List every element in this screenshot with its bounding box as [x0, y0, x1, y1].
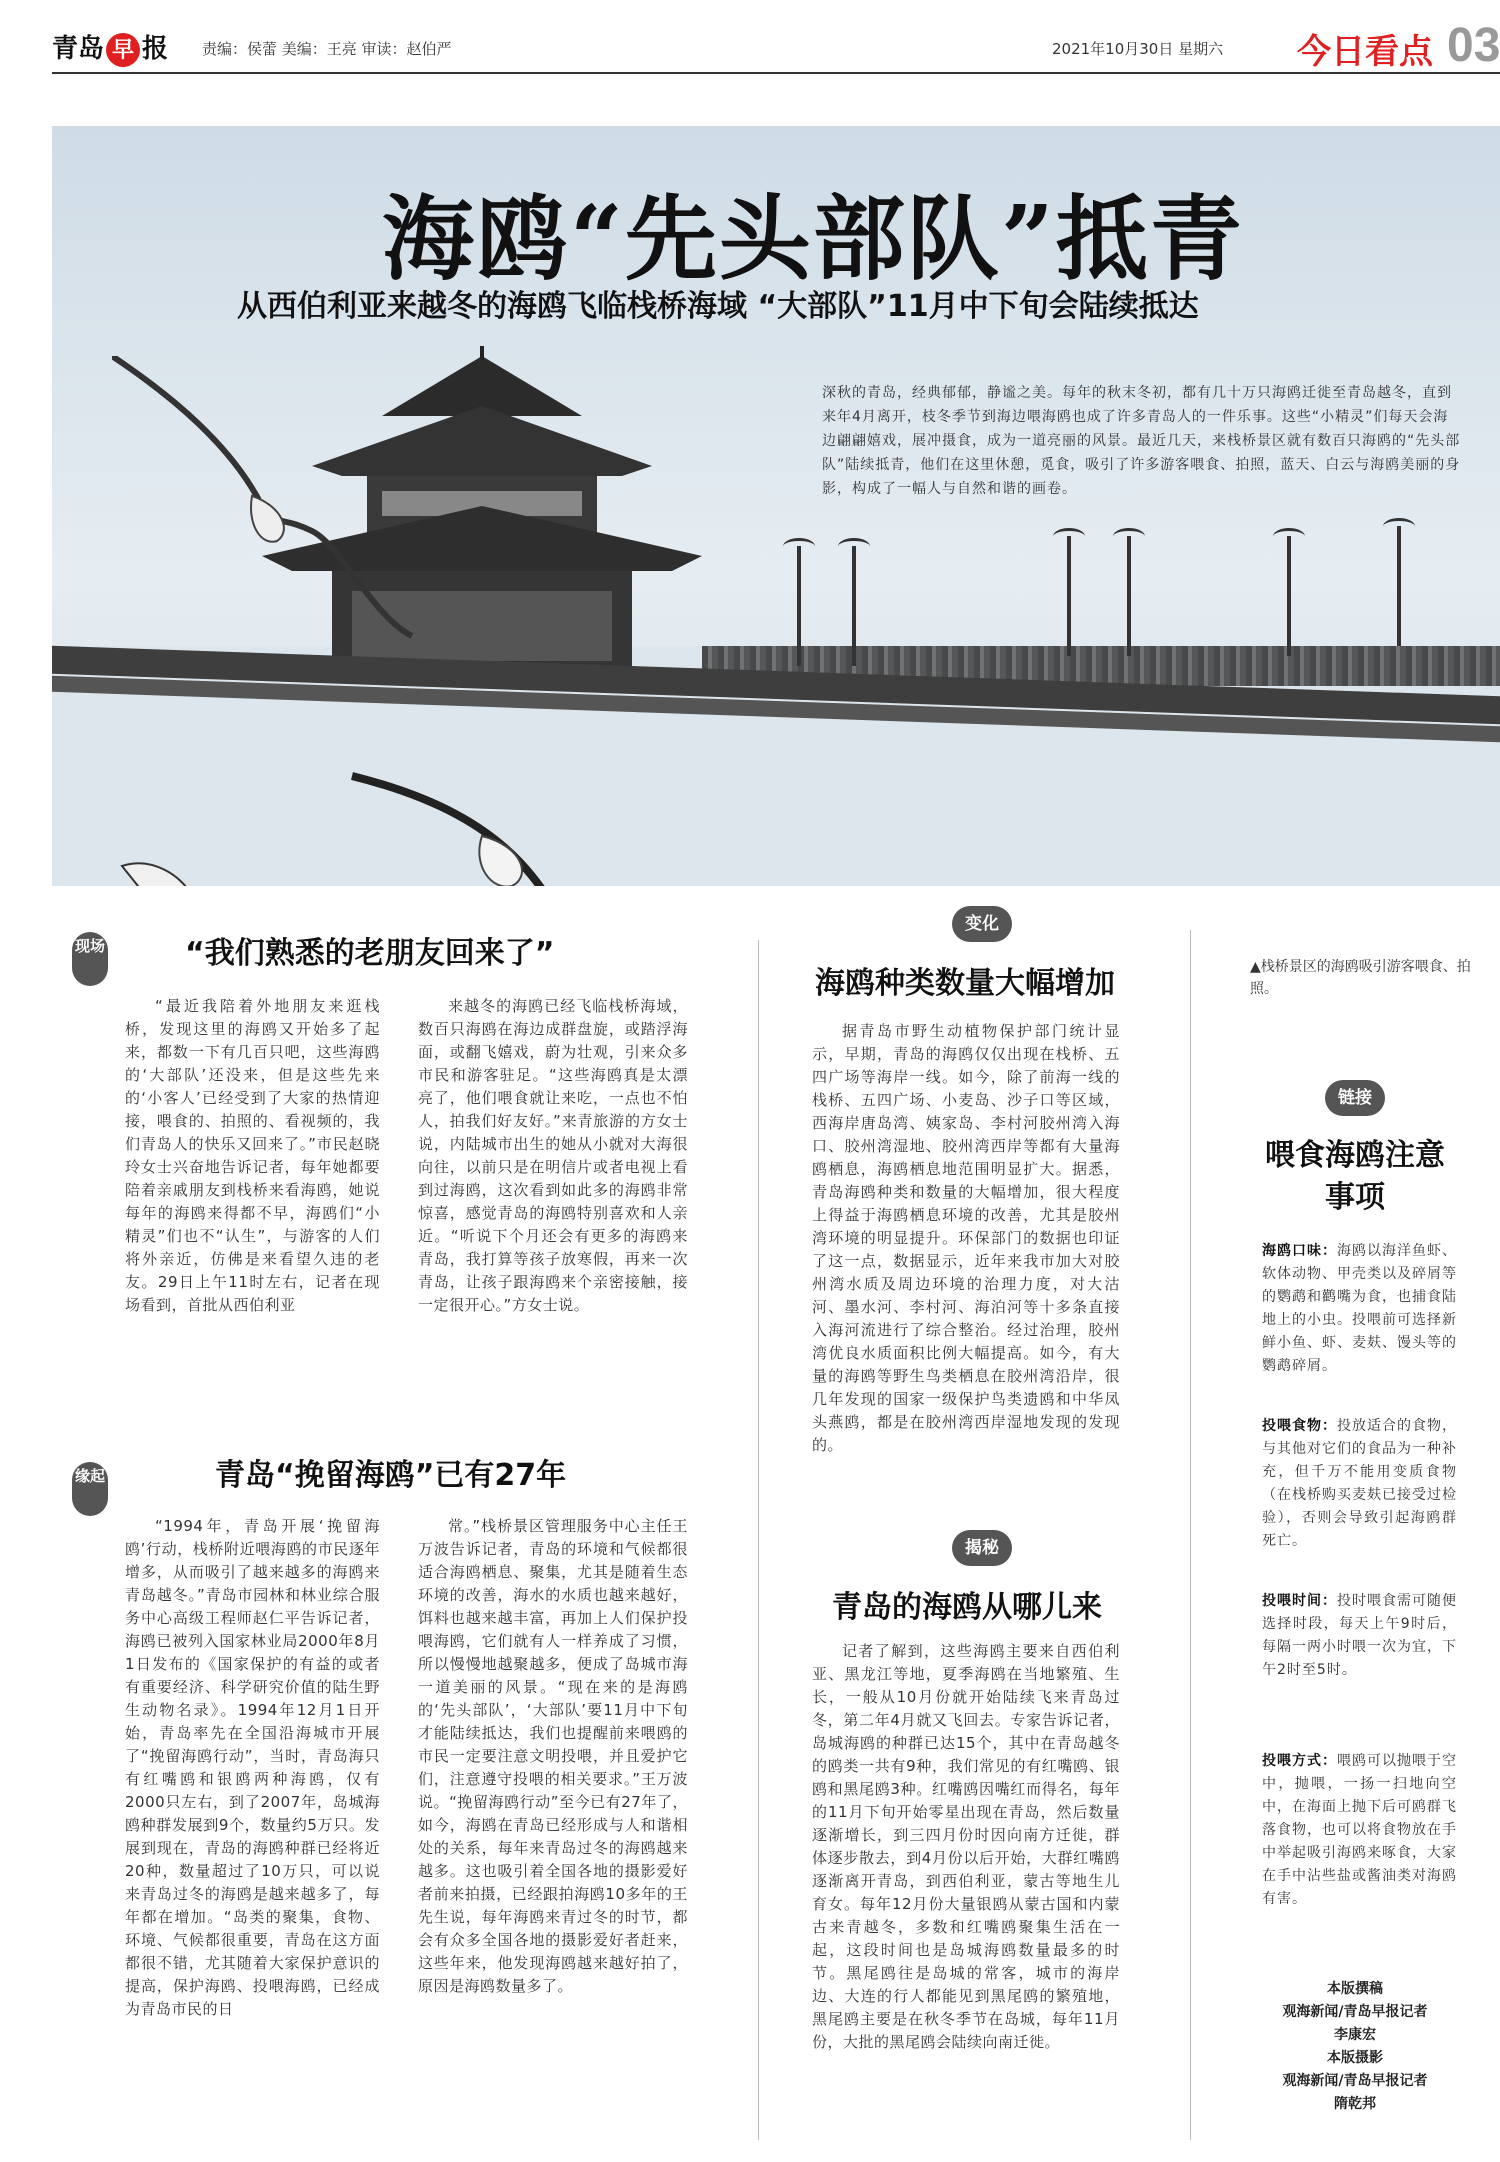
- sidebar-item-text: 投放适合的食物，与其他对它们的食品为一种补充，但千万不能用变质食物（在栈桥购买麦麸已接受过检验），否则会导致引起海鸥群死亡。: [1262, 1418, 1457, 1549]
- article-column: 记者了解到，这些海鸥主要来自西伯利亚、黑龙江等地，夏季海鸥在当地繁殖、生长，一般从10月份就开始陆续飞来青岛过冬，第二年4月就又飞回去。专家告诉记者，岛城海鸥的种群已达15个，其中在青岛越冬的鸥类一共有9种，我们常见的有红嘴鸥、银鸥和黑尾鸥3种。红嘴鸥因嘴红而得名，每年的11月下旬开始零星出现在青岛，然后数量逐渐增长，到三四月份时因向南方迁徙，群体逐步散去，到4月份以后开始，大群红嘴鸥逐渐离开青岛，到西伯利亚，蒙古等地生儿育女。每年12月份大量银鸥从蒙古国和内蒙古来青越冬，多数和红嘴鸥聚集生活在一起，这段时间也是岛城海鸥数量最多的时节。黑尾鸥往是岛城的常客，城市的海岸边、大连的行人都能见到黑尾鸥的繁殖地，黑尾鸥主要是在秋冬季节在岛城，每年11月份，大批的黑尾鸥会陆续向南迁徙。: [812, 1642, 1120, 2051]
- issue-date: 2021年10月30日 星期六: [1052, 40, 1224, 58]
- street-lamp: [1067, 536, 1071, 656]
- byline-line: 隋乾邦: [1334, 2096, 1376, 2112]
- section-name: 今日看点: [1297, 32, 1433, 72]
- street-lamp: [1397, 526, 1401, 646]
- byline: [1255, 1978, 1455, 2116]
- byline-line: 本版撰稿: [1327, 1981, 1383, 1997]
- section-tag-change: 变化: [952, 906, 1012, 942]
- page-number: 03: [1447, 19, 1500, 72]
- sidebar-title: 喂食海鸥注意事项: [1265, 1138, 1445, 1215]
- hero-photo: [52, 126, 1500, 886]
- section-tag-origin: 缘起: [72, 1462, 108, 1516]
- sidebar-tag-link: 链接: [1325, 1080, 1385, 1116]
- sidebar-item-label: 投喂方式：: [1262, 1753, 1337, 1769]
- sidebar-item-label: 投喂食物：: [1262, 1418, 1337, 1434]
- masthead: [52, 19, 1500, 72]
- seagull-illustration: [112, 356, 812, 886]
- section-title-origin: 青岛的海鸥从哪儿来: [832, 1590, 1102, 1625]
- column-divider: [1190, 930, 1191, 2140]
- byline-line: 李康宏: [1334, 2027, 1376, 2043]
- byline-line: 观海新闻/青岛早报记者: [1282, 2004, 1428, 2020]
- sidebar-item: [1262, 1750, 1457, 1911]
- article-column: “最近我陪着外地朋友来逛栈桥，发现这里的海鸥又开始多了起来，都数一下有几百只吧，这些海鸥的‘大部队’还没来，但是这些先来的‘小客人’已经受到了大家的热情迎接，喂食的、拍照的、看视频的，我们青岛人的快乐又回来了。”市民赵晓玲女士兴奋地告诉记者，每年她都要陪着亲戚朋友到栈桥来看海鸥，她说每年的海鸥来得都不早，海鸥们“小精灵”们也不“认生”，与游客的人们将外亲近，仿佛是来看望久违的老友。29日上午11时左右，记者在现场看到，首批从西伯利亚: [125, 997, 380, 1314]
- sidebar-item-text: 海鸥以海洋鱼虾、软体动物、甲壳类以及碎屑等的鹦鹉和鹳嘴为食，也捕食陆地上的小虫。投喂前可选择新鲜小鱼、虾、麦麸、馒头等的鹦鹉碎屑。: [1262, 1243, 1457, 1374]
- sidebar-item: [1262, 1590, 1457, 1682]
- sidebar-item-text: 投时喂食需可随便选择时段，每天上午9时后，每隔一两小时喂一次为宜，下午2时至5时。: [1262, 1593, 1457, 1678]
- sidebar-item-text: 喂鸥可以抛喂于空中，抛喂，一扬一扫地向空中，在海面上抛下后可鸥群飞落食物，也可以将食物放在手中举起吸引海鸥来啄食，大家在手中沾些盐或酱油类对海鸥有害。: [1262, 1753, 1457, 1907]
- headline-title: 海鸥“先头部队”抵青: [382, 185, 1244, 293]
- photo-caption: ▲栈桥景区的海鸥吸引游客喂食、拍照。: [1250, 959, 1471, 997]
- editor-credits: 责编：侯蕾 美编：王亮 审读：赵伯严: [202, 40, 452, 58]
- street-lamp: [1287, 536, 1291, 656]
- logo-left: 青岛: [52, 33, 105, 63]
- headline-subtitle: 从西伯利亚来越冬的海鸥飞临栈桥海域 “大部队”11月中下旬会陆续抵达: [237, 289, 1199, 324]
- lead-paragraph: 深秋的青岛，经典郁郁，静谧之美。每年的秋末冬初，都有几十万只海鸥迁徙至青岛越冬，直到来年4月离开，枝冬季节到海边喂海鸥也成了许多青岛人的一件乐事。这些“小精灵”们每天会海边翩翩嬉戏，展冲摄食，成为一道亮丽的风景。最近几天，来栈桥景区就有数百只海鸥的“先头部队”陆续抵青，他们在这里休憩，觅食，吸引了许多游客喂食、拍照，蓝天、白云与海鸥美丽的身影，构成了一幅人与自然和谐的画卷。: [822, 385, 1461, 497]
- logo-mark: 早: [106, 33, 140, 67]
- column-divider: [758, 940, 759, 2140]
- section-title-species-increase: 海鸥种类数量大幅增加: [815, 966, 1115, 1001]
- sidebar-item: [1262, 1415, 1457, 1553]
- newspaper-logo: [52, 28, 168, 67]
- logo-right: 报: [142, 33, 169, 63]
- byline-line: 本版摄影: [1327, 2050, 1383, 2066]
- sidebar-item: [1262, 1240, 1457, 1378]
- article-column: 来越冬的海鸥已经飞临栈桥海域，数百只海鸥在海边成群盘旋，或踏浮海面，或翻飞嬉戏，蔚为壮观，引来众多市民和游客驻足。“这些海鸥真是太漂亮了，他们喂食就让来吃，一点也不怕人，拍我们好友好。”来青旅游的方女士说，内陆城市出生的她从小就对大海很向往，以前只是在明信片或者电视上看到过海鸥，这次看到如此多的海鸥非常惊喜，感觉青岛的海鸥特别喜欢和人亲近。“听说下个月还会有更多的海鸥来青岛，我打算等孩子放寒假，再来一次青岛，让孩子跟海鸥来个亲密接触，接一定很开心。”方女士说。: [418, 997, 688, 1314]
- street-lamp: [852, 546, 856, 666]
- section-tag-reveal: 揭秘: [952, 1530, 1012, 1566]
- article-column: “1994年，青岛开展‘挽留海鸥’行动，栈桥附近喂海鸥的市民逐年增多，从而吸引了越来越多的海鸥来青岛越冬。”青岛市园林和林业综合服务中心高级工程师赵仁平告诉记者，海鸥已被列入国家林业局2000年8月1日发布的《国家保护的有益的或者有重要经济、科学研究价值的陆生野生动物名录》。1994年12月1日开始，青岛率先在全国沿海城市开展了“挽留海鸥行动”，当时，青岛海只有红嘴鸥和银鸥两种海鸥，仅有2000只左右，到了2007年，岛城海鸥种群发展到9个，数量约5万只。发展到现在，青岛的海鸥种群已经将近20种，数量超过了10万只，可以说来青岛过冬的海鸥是越来越多了，每年都在增加。“岛类的聚集，食物、环境、气候都很重要，青岛在这方面都很不错，尤其随着大家保护意识的提高，保护海鸥、投喂海鸥，已经成为青岛市民的日: [125, 1517, 380, 2018]
- street-lamp: [1127, 536, 1131, 656]
- article-column: 常。”栈桥景区管理服务中心主任王万波告诉记者，青岛的环境和气候都很适合海鸥栖息、聚集，尤其是随着生态环境的改善，海水的水质也越来越好，饵料也越来越丰富，再加上人们保护投喂海鸥，它们就有人一样养成了习惯，所以慢慢地越聚越多，便成了岛城市海一道美丽的风景。“现在来的是海鸥的‘先头部队’，‘大部队’要11月中下旬才能陆续抵达，我们也提醒前来喂鸥的市民一定要注意文明投喂，并且爱护它们，注意遵守投喂的相关要求。”王万波说。“挽留海鸥行动”至今已有27年了，如今，海鸥在青岛已经形成与人和谐相处的关系，每年来青岛过冬的海鸥越来越多。这也吸引着全国各地的摄影爱好者前来拍摄，已经跟拍海鸥10多年的王先生说，每年海鸥来青过冬的时节，都会有众多全国各地的摄影爱好者赶来，这些年来，他发现海鸥越来越好拍了，原因是海鸥数量多了。: [418, 1517, 688, 1995]
- section-title-old-friends: “我们熟悉的老朋友回来了”: [185, 936, 555, 971]
- byline-line: 观海新闻/青岛早报记者: [1282, 2073, 1428, 2089]
- section-title-27-years: 青岛“挽留海鸥”已有27年: [215, 1458, 567, 1493]
- sidebar-item-label: 海鸥口味：: [1262, 1243, 1337, 1259]
- article-column: 据青岛市野生动植物保护部门统计显示，早期，青岛的海鸥仅仅出现在栈桥、五四广场等海岸一线。如今，除了前海一线的栈桥、五四广场、小麦岛、沙子口等区域，西海岸唐岛湾、姨家岛、李村河胶州湾入海口、胶州湾湿地、胶州湾西岸等都有大量海鸥栖息，海鸥栖息地范围明显扩大。据悉，青岛海鸥种类和数量的大幅增加，很大程度上得益于海鸥栖息环境的改善，尤其是胶州湾环境的明显提升。环保部门的数据也印证了这一点，数据显示，近年来我市加大对胶州湾水质及周边环境的治理力度，对大沽河、墨水河、李村河、海泊河等十多条直接入海河流进行了综合整治。经过治理，胶州湾优良水质面积比例大幅提高。如今，有大量的海鸥等野生鸟类栖息在胶州湾沿岸，很几年发现的国家一级保护鸟类遗鸥和中华凤头燕鸥，都是在胶州湾西岸湿地发现的发现的。: [812, 1022, 1120, 1454]
- sidebar-item-label: 投喂时间：: [1262, 1593, 1337, 1609]
- section-tag-scene: 现场: [72, 932, 108, 986]
- header-rule: [52, 72, 1500, 74]
